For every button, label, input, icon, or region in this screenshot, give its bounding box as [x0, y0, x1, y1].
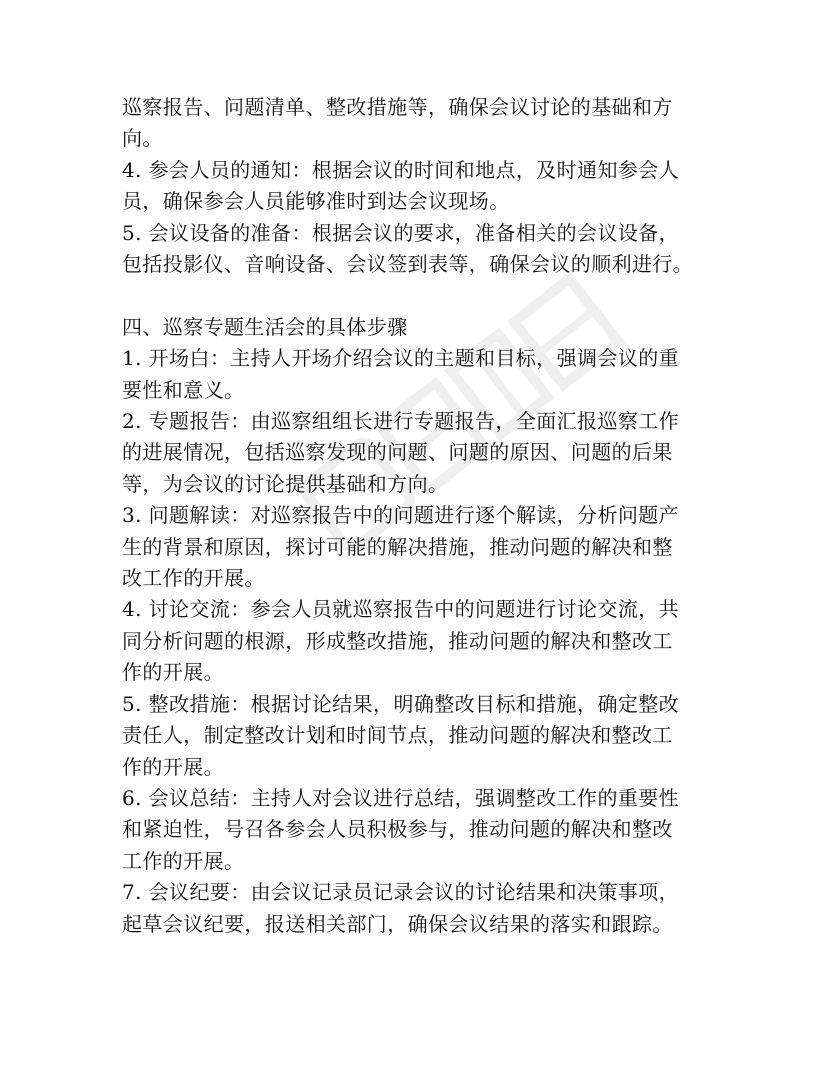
text-line: 员，确保参会人员能够准时到达会议现场。	[122, 189, 510, 214]
text-line: 改工作的开展。	[122, 566, 265, 591]
text-line: 5. 整改措施：根据讨论结果，明确整改目标和措施，确定整改	[122, 691, 680, 716]
text-line: 起草会议纪要，报送相关部门，确保会议结果的落实和跟踪。	[122, 911, 673, 936]
text-line: 和紧迫性，号召各参会人员积极参与，推动问题的解决和整改	[122, 817, 673, 842]
text-line: 6. 会议总结：主持人对会议进行总结，强调整改工作的重要性	[122, 785, 680, 810]
text-line: 5. 会议设备的准备：根据会议的要求，准备相关的会议设备，	[122, 220, 680, 245]
text-line: 1. 开场白：主持人开场介绍会议的主题和目标，强调会议的重	[122, 346, 680, 371]
text-line: 等，为会议的讨论提供基础和方向。	[122, 471, 449, 496]
text-line: 巡察报告、问题清单、整改措施等，确保会议讨论的基础和方	[122, 95, 673, 119]
text-line: 作的开展。	[122, 754, 224, 779]
text-line: 工作的开展。	[122, 848, 245, 873]
text-line: 作的开展。	[122, 660, 224, 685]
text-line: 4. 讨论交流：参会人员就巡察报告中的问题进行讨论交流，共	[122, 597, 680, 622]
text-line: 2. 专题报告：由巡察组组长进行专题报告，全面汇报巡察工作	[122, 409, 680, 434]
text-line: 向。	[122, 126, 163, 151]
blank-line	[122, 280, 722, 311]
text-line: 的进展情况，包括巡察发现的问题、问题的原因、问题的后果	[122, 440, 673, 465]
text-line: 7. 会议纪要：由会议记录员记录会议的讨论结果和决策事项，	[122, 880, 680, 905]
text-line: 包括投影仪、音响设备、会议签到表等，确保会议的顺利进行。	[122, 252, 694, 277]
text-line: 生的背景和原因，探讨可能的解决措施，推动问题的解决和整	[122, 534, 673, 559]
document-body	[122, 92, 722, 940]
text-line: 要性和意义。	[122, 377, 245, 402]
text-line: 同分析问题的根源，形成整改措施，推动问题的解决和整改工	[122, 628, 673, 653]
section-heading: 四、巡察专题生活会的具体步骤	[122, 314, 408, 339]
text-line: 责任人，制定整改计划和时间节点，推动问题的解决和整改工	[122, 723, 673, 748]
text-line: 4. 参会人员的通知：根据会议的时间和地点，及时通知参会人	[122, 157, 680, 182]
text-line: 3. 问题解读：对巡察报告中的问题进行逐个解读，分析问题产	[122, 503, 680, 528]
